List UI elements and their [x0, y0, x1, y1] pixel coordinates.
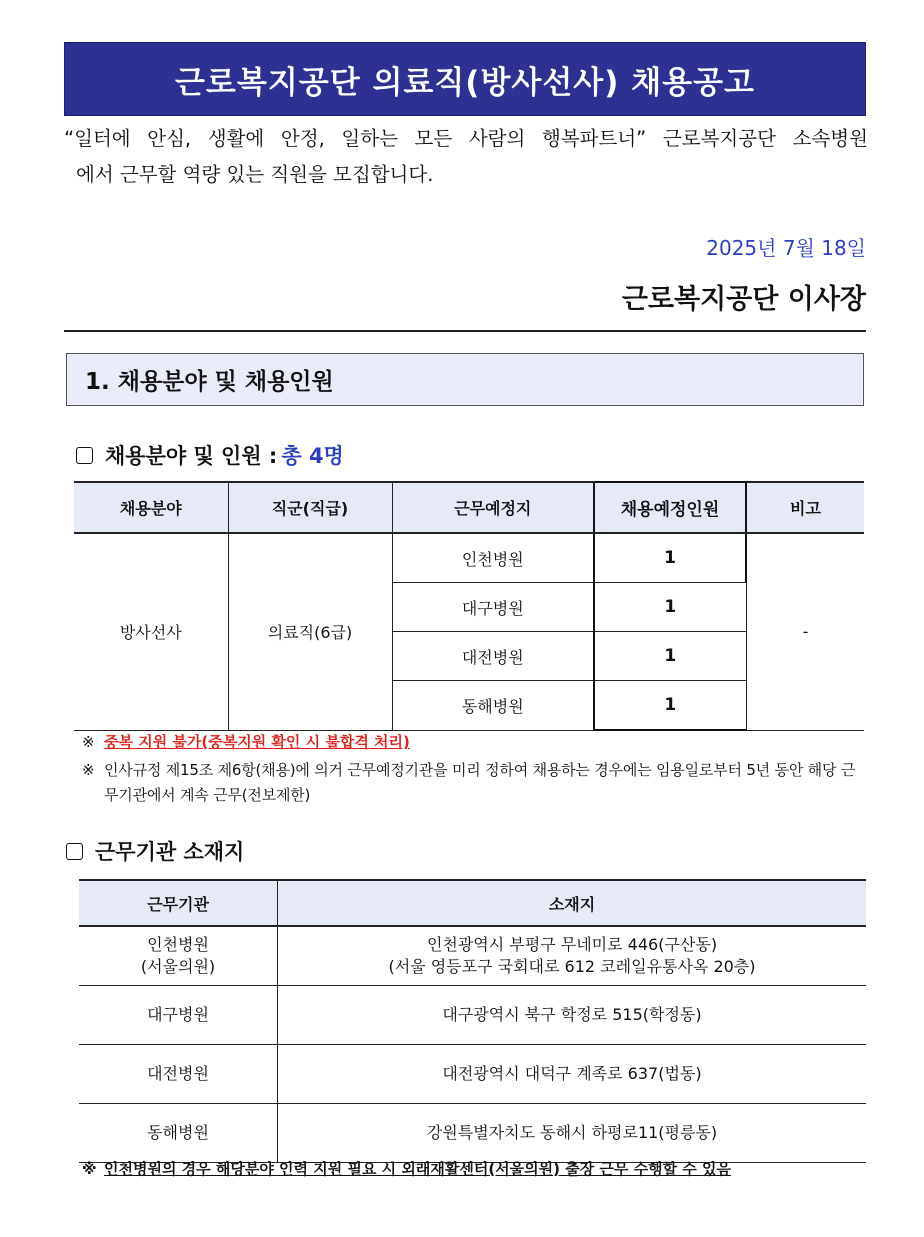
- note-text: 중복 지원 불가(중복지원 확인 시 불합격 처리): [104, 733, 410, 751]
- table-header-row: [74, 482, 864, 533]
- checkbox-square-icon: [76, 447, 93, 464]
- intro-word: 안심,: [147, 127, 192, 150]
- issuer: 근로복지공단 이사장: [621, 284, 866, 315]
- reference-mark: ※: [82, 733, 95, 751]
- table-row: [79, 1104, 866, 1163]
- table-row: [79, 1045, 866, 1104]
- intro-word: 소속병원: [792, 127, 868, 150]
- table-row: [79, 986, 866, 1045]
- location-cell: 대전병원: [392, 632, 594, 681]
- note-regulation: [82, 758, 864, 808]
- announcement-date: 2025년 7월 18일: [706, 236, 866, 260]
- address-subtext: (서울 영등포구 국회대로 612 코레일유통사옥 20층): [388, 957, 756, 976]
- address-cell: 강원특별자치도 동해시 하평로11(평릉동): [278, 1104, 867, 1163]
- intro-word: 행복파트너”: [541, 127, 647, 150]
- remark-cell: -: [746, 533, 864, 730]
- table-header-row: [79, 880, 866, 926]
- section-title: 1. 채용분야 및 채용인원: [85, 369, 334, 395]
- subheading-locations: [66, 836, 244, 866]
- reference-mark: ※: [82, 761, 95, 779]
- intro-word: 일하는: [341, 127, 398, 150]
- table-header: 근무기관: [79, 880, 278, 926]
- count-cell: 1: [594, 681, 746, 731]
- section-header: [66, 353, 864, 406]
- institution-cell: 대전병원: [79, 1045, 278, 1104]
- count-cell: 1: [594, 533, 746, 583]
- institution-name: 인천병원: [147, 935, 209, 954]
- table-header: 직군(직급): [228, 482, 392, 533]
- table-header: 소재지: [278, 880, 867, 926]
- location-cell: 동해병원: [392, 681, 594, 731]
- divider: [64, 330, 866, 332]
- location-cell: 인천병원: [392, 533, 594, 583]
- intro-word: 사람의: [468, 127, 526, 150]
- subheading-label: 채용분야 및 인원 :: [105, 444, 278, 468]
- address-cell: [278, 926, 867, 986]
- table-row: [79, 926, 866, 986]
- intro-line-1: [64, 124, 868, 154]
- recruit-table: [74, 481, 864, 731]
- subheading-label: 근무기관 소재지: [95, 840, 245, 864]
- table-header: 비고: [746, 482, 864, 533]
- intro-line-2: 에서 근무할 역량 있는 직원을 모집합니다.: [76, 163, 434, 186]
- intro-word: “일터에: [64, 127, 131, 150]
- intro-word: 근로복지공단: [662, 127, 776, 150]
- page-title: 근로복지공단 의료직(방사선사) 채용공고: [174, 64, 755, 101]
- location-table: [79, 879, 866, 1163]
- note-duplicate: [82, 730, 410, 755]
- note-text: 인천병원의 경우 해당분야 인력 지원 필요 시 외래재활센터(서울의원) 출장 근무 수행할 수 있음: [104, 1160, 732, 1178]
- table-row: [74, 533, 864, 583]
- intro-word: 생활에: [207, 127, 265, 150]
- institution-cell: 동해병원: [79, 1104, 278, 1163]
- institution-subname: (서울의원): [140, 957, 216, 976]
- table-header: 채용분야: [74, 482, 228, 533]
- note-dispatch: [82, 1158, 731, 1179]
- title-banner: [64, 42, 866, 116]
- table-header: 채용예정인원: [594, 482, 746, 533]
- field-cell: 방사선사: [74, 533, 228, 730]
- table-header: 근무예정지: [392, 482, 594, 533]
- location-cell: 대구병원: [392, 583, 594, 632]
- subheading-recruit: [76, 440, 344, 470]
- grade-cell: 의료직(6급): [228, 533, 392, 730]
- address-text: 인천광역시 부평구 무네미로 446(구산동): [426, 935, 718, 954]
- reference-mark: ※: [82, 1160, 97, 1178]
- intro-word: 모든: [414, 127, 453, 150]
- address-cell: 대구광역시 북구 학정로 515(학정동): [278, 986, 867, 1045]
- note-text: 인사규정 제15조 제6항(채용)에 의거 근무예정기관을 미리 정하여 채용하는 경우에는 임용일로부터 5년 동안 해당 근무기관에서 계속 근무(전보제한): [104, 761, 856, 804]
- institution-cell: 대구병원: [79, 986, 278, 1045]
- count-cell: 1: [594, 632, 746, 681]
- address-cell: 대전광역시 대덕구 계족로 637(법동): [278, 1045, 867, 1104]
- total-count: 총 4명: [281, 444, 344, 468]
- intro-word: 안정,: [280, 127, 325, 150]
- institution-cell: [79, 926, 278, 986]
- count-cell: 1: [594, 583, 746, 632]
- checkbox-square-icon: [66, 843, 83, 860]
